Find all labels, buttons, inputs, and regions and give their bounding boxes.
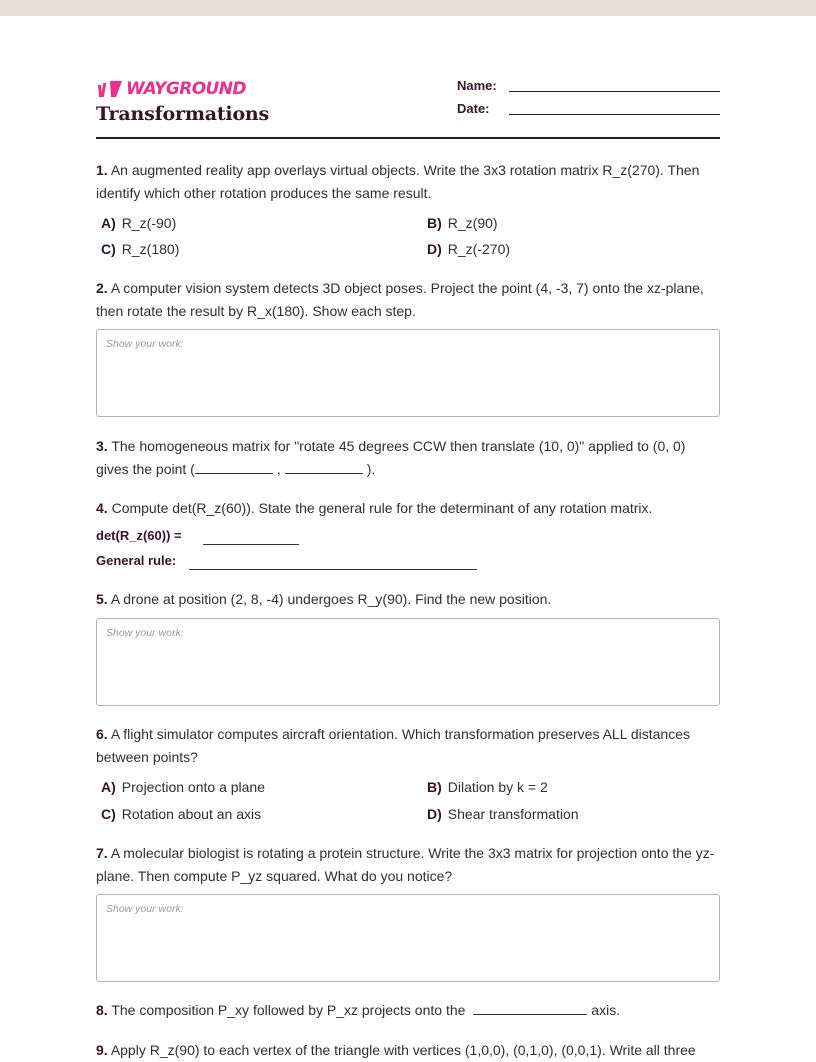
worksheet-title: Transformations xyxy=(96,103,270,125)
option-letter: D) xyxy=(427,241,442,257)
option-letter: C) xyxy=(101,241,116,257)
q6-option-b[interactable] xyxy=(427,777,548,797)
q6-option-a[interactable] xyxy=(101,777,265,797)
q7-work-box[interactable] xyxy=(96,894,720,982)
question-7 xyxy=(96,842,720,887)
question-number: 8. xyxy=(96,1002,108,1018)
option-text: Shear transformation xyxy=(447,806,579,822)
option-letter: A) xyxy=(101,215,116,231)
work-placeholder: Show your work: xyxy=(106,338,184,350)
question-number: 2. xyxy=(96,280,108,296)
q6-option-c[interactable] xyxy=(101,804,261,824)
name-label: Name: xyxy=(457,78,497,93)
option-text: R_z(180) xyxy=(121,241,180,257)
question-4 xyxy=(96,497,720,520)
question-2 xyxy=(96,277,720,322)
question-1 xyxy=(96,159,720,204)
date-field[interactable] xyxy=(509,114,720,115)
q1-option-b[interactable] xyxy=(427,213,498,233)
question-3 xyxy=(96,435,720,480)
option-text: Projection onto a plane xyxy=(121,779,265,795)
question-number: 3. xyxy=(96,438,108,454)
header-divider xyxy=(96,137,720,139)
top-bar xyxy=(0,0,816,16)
brand-logo xyxy=(96,77,246,101)
option-letter: D) xyxy=(427,806,442,822)
q2-work-box[interactable] xyxy=(96,329,720,417)
question-text: A computer vision system detects 3D object poses. Project the point (4, -3, 7) onto the xz-plane, then rotate the result by R_x(180). Show each step. xyxy=(96,280,704,319)
rule-label: General rule: xyxy=(96,553,177,568)
name-field[interactable] xyxy=(509,91,720,92)
question-number: 5. xyxy=(96,591,108,607)
option-letter: B) xyxy=(427,779,442,795)
q1-option-a[interactable] xyxy=(101,213,176,233)
option-letter: B) xyxy=(427,215,442,231)
question-6 xyxy=(96,723,720,768)
option-text: R_z(-270) xyxy=(447,241,511,257)
option-text: Dilation by k = 2 xyxy=(447,779,548,795)
date-label: Date: xyxy=(457,101,490,116)
option-letter: A) xyxy=(101,779,116,795)
q1-option-c[interactable] xyxy=(101,239,179,259)
q8-axis-blank[interactable] xyxy=(473,1000,587,1015)
q3-close: ). xyxy=(366,460,376,477)
question-text: An augmented reality app overlays virtual objects. Write the 3x3 rotation matrix R_z(270). Then identify which other rotation produces the same result. xyxy=(96,162,700,201)
question-text: The homogeneous matrix for "rotate 45 degrees CCW then translate (10, 0)" applied to (0, 0) gives the point ( xyxy=(96,438,686,477)
brand-name: WAYGROUND xyxy=(126,79,246,99)
question-text: The composition P_xy followed by P_xz projects onto the xyxy=(111,1002,466,1018)
question-text: Compute det(R_z(60)). State the general rule for the determinant of any rotation matrix. xyxy=(111,500,653,516)
option-text: Rotation about an axis xyxy=(121,806,262,822)
question-text: A molecular biologist is rotating a protein structure. Write the 3x3 matrix for projection onto the yz-plane. Then compute P_yz squared. What do you notice? xyxy=(96,845,715,884)
question-text: Apply R_z(90) to each vertex of the triangle with vertices (1,0,0), (0,1,0), (0,0,1). Write all three xyxy=(110,1042,696,1058)
q5-work-box[interactable] xyxy=(96,618,720,706)
question-number: 7. xyxy=(96,845,108,861)
option-text: R_z(90) xyxy=(447,215,498,231)
q3-y-blank[interactable] xyxy=(285,459,363,474)
q6-option-d[interactable] xyxy=(427,804,579,824)
question-number: 6. xyxy=(96,726,108,742)
q1-option-d[interactable] xyxy=(427,239,510,259)
option-text: R_z(-90) xyxy=(121,215,177,231)
q3-x-blank[interactable] xyxy=(195,459,273,474)
question-8 xyxy=(96,999,720,1022)
question-9 xyxy=(96,1039,720,1062)
question-text: A flight simulator computes aircraft orientation. Which transformation preserves ALL distances between points? xyxy=(96,726,691,765)
work-placeholder: Show your work: xyxy=(106,627,184,639)
question-number: 9. xyxy=(96,1042,108,1058)
rule-answer-line[interactable] xyxy=(189,569,477,570)
question-text: A drone at position (2, 8, -4) undergoes R_y(90). Find the new position. xyxy=(110,591,552,607)
option-letter: C) xyxy=(101,806,116,822)
work-placeholder: Show your work: xyxy=(106,903,184,915)
det-label: det(R_z(60)) = xyxy=(96,528,182,543)
q3-comma: , xyxy=(276,460,281,477)
question-5 xyxy=(96,588,720,611)
q8-suffix: axis. xyxy=(591,1002,621,1018)
wayground-logo-icon xyxy=(96,79,122,99)
question-number: 4. xyxy=(96,500,108,516)
det-answer-line[interactable] xyxy=(203,544,299,545)
question-number: 1. xyxy=(96,162,108,178)
